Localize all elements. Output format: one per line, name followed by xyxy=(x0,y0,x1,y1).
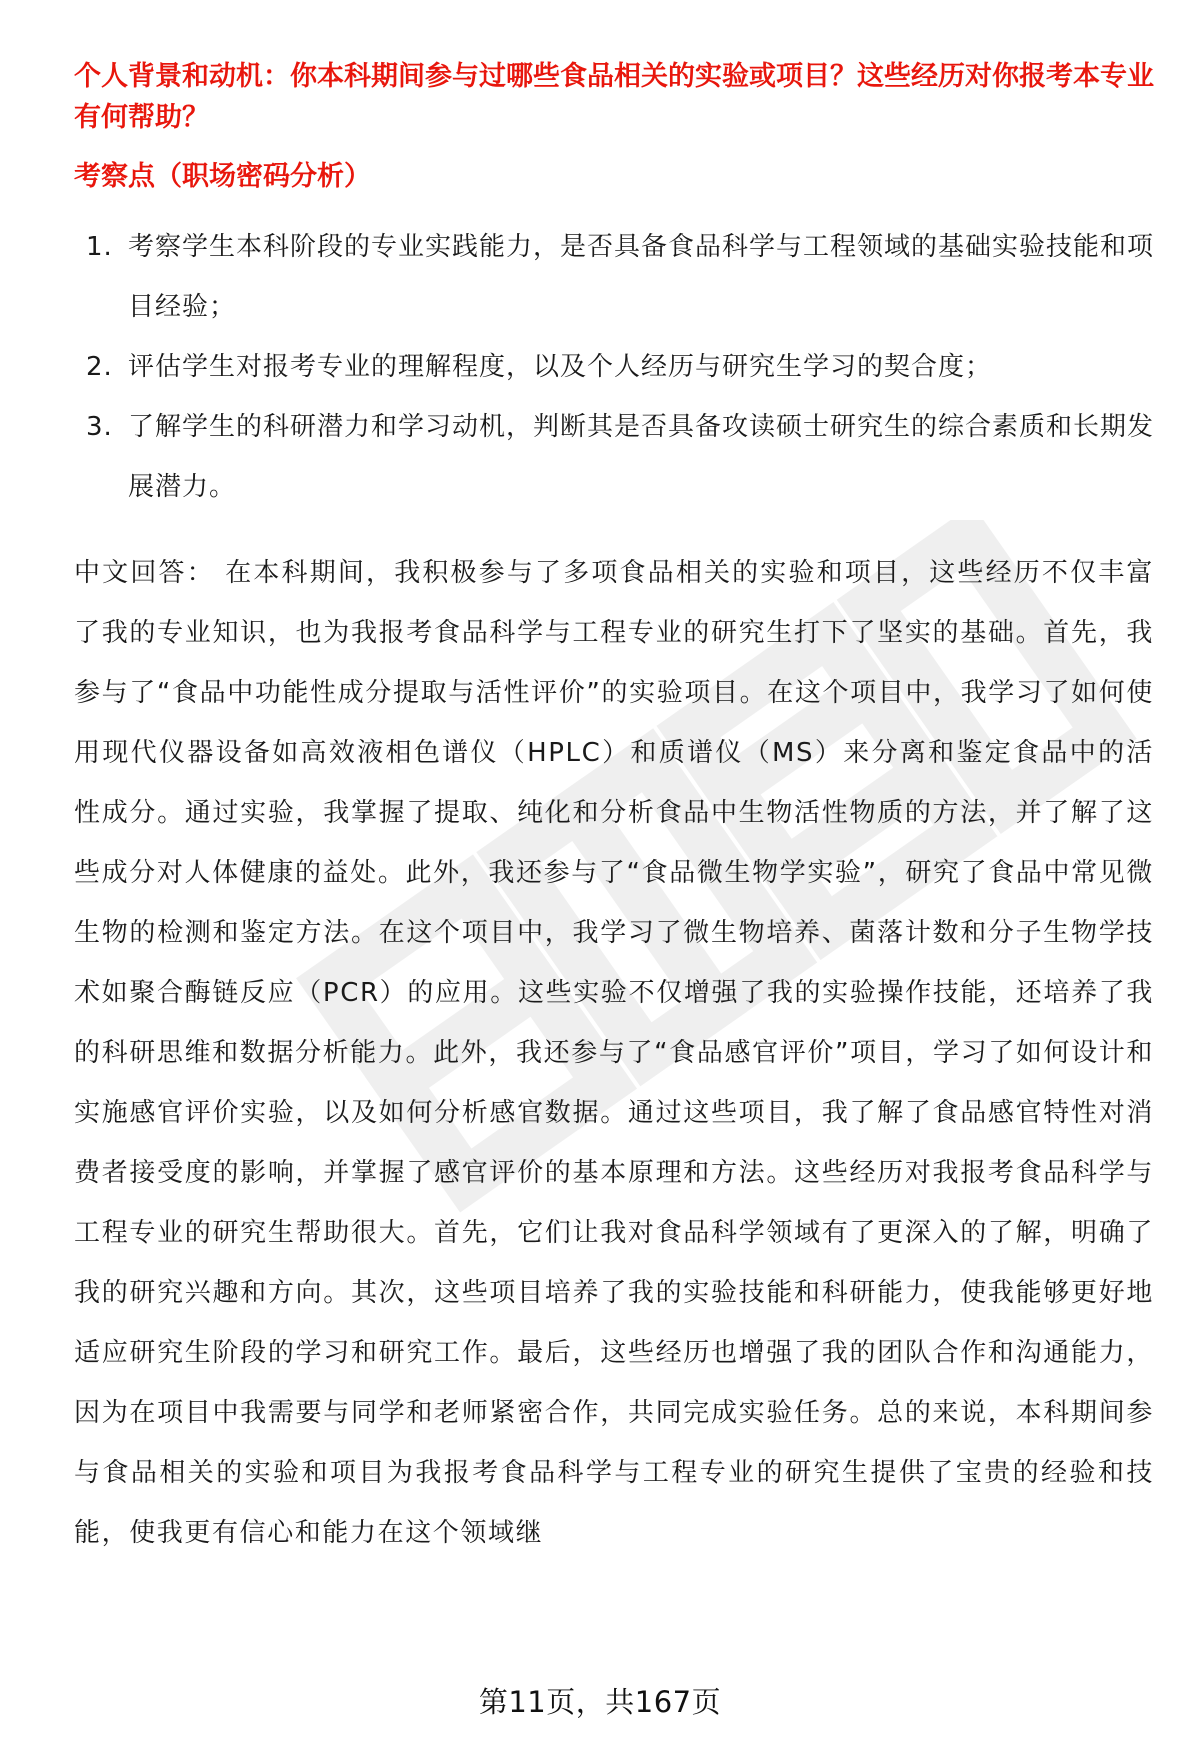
list-item-number: 3. xyxy=(86,412,113,442)
page-footer: 第11页，共167页 xyxy=(478,1685,722,1719)
list-item xyxy=(74,337,1154,397)
list-item-text: 评估学生对报考专业的理解程度，以及个人经历与研究生学习的契合度； xyxy=(128,352,993,382)
list-item xyxy=(74,397,1154,517)
list-item-number: 1. xyxy=(86,232,113,262)
list-item-text: 考察学生本科阶段的专业实践能力，是否具备食品科学与工程领域的基础实验技能和项目经验； xyxy=(128,232,1155,322)
answer-paragraph: 中文回答： 在本科期间，我积极参与了多项食品相关的实验和项目，这些经历不仅丰富了我的专业知识，也为我报考食品科学与工程专业的研究生打下了坚实的基础。首先，我参与了“食品中功能性成分提取与活性评价”的实验项目。在这个项目中，我学习了如何使用现代仪器设备如高效液相色谱仪（HPLC）和质谱仪（MS）来分离和鉴定食品中的活性成分。通过实验，我掌握了提取、纯化和分析食品中生物活性物质的方法，并了解了这些成分对人体健康的益处。此外，我还参与了“食品微生物学实验”，研究了食品中常见微生物的检测和鉴定方法。在这个项目中，我学习了微生物培养、菌落计数和分子生物学技术如聚合酶链反应（PCR）的应用。这些实验不仅增强了我的实验操作技能，还培养了我的科研思维和数据分析能力。此外，我还参与了“食品感官评价”项目，学习了如何设计和实施感官评价实验，以及如何分析感官数据。通过这些项目，我了解了食品感官特性对消费者接受度的影响，并掌握了感官评价的基本原理和方法。这些经历对我报考食品科学与工程专业的研究生帮助很大。首先，它们让我对食品科学领域有了更深入的了解，明确了我的研究兴趣和方向。其次，这些项目培养了我的实验技能和科研能力，使我能够更好地适应研究生阶段的学习和研究工作。最后，这些经历也增强了我的团队合作和沟通能力，因为在项目中我需要与同学和老师紧密合作，共同完成实验任务。总的来说，本科期间参与食品相关的实验和项目为我报考食品科学与工程专业的研究生提供了宝贵的经验和技能，使我更有信心和能力在这个领域继 xyxy=(74,558,1154,1548)
document-page xyxy=(74,56,1154,1563)
list-item-number: 2. xyxy=(86,352,113,382)
section-title: 考察点（职场密码分析） xyxy=(74,161,371,192)
question-heading: 个人背景和动机：你本科期间参与过哪些食品相关的实验或项目？这些经历对你报考本专业有何帮助？ xyxy=(74,61,1154,133)
assessment-points-list xyxy=(74,217,1154,517)
list-item-text: 了解学生的科研潜力和学习动机，判断其是否具备攻读硕士研究生的综合素质和长期发展潜力。 xyxy=(128,412,1155,502)
list-item xyxy=(74,217,1154,337)
